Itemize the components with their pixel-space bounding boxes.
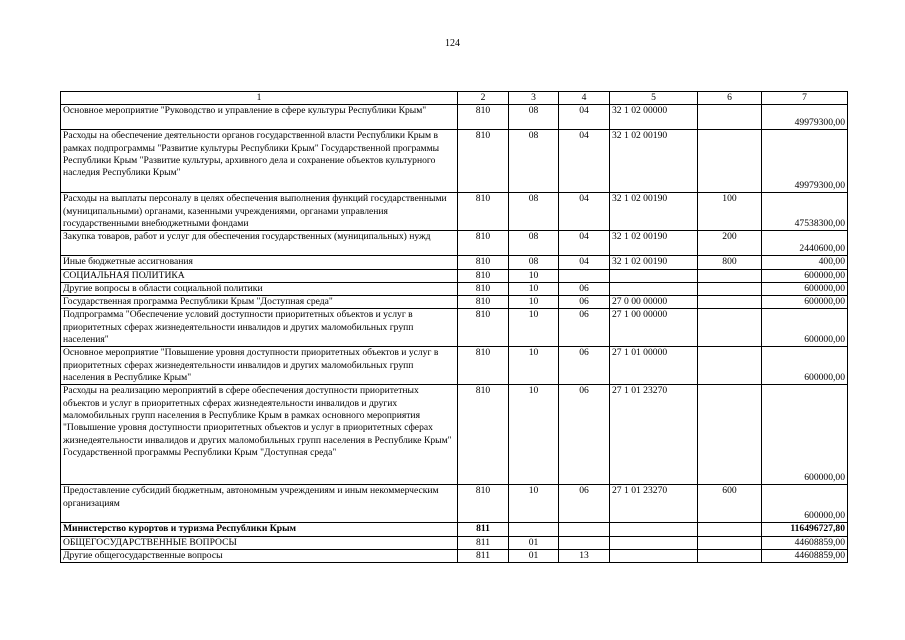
cell-subsection: 06 — [559, 347, 610, 385]
cell-name: Другие вопросы в области социальной политики — [61, 282, 458, 295]
table-row — [61, 256, 848, 269]
cell-section — [509, 523, 559, 536]
cell-name: Предоставление субсидий бюджетным, автономным учреждениям и иным некоммерческим организациям — [61, 485, 458, 523]
cell-expense-type — [698, 309, 762, 347]
cell-name: Расходы на выплаты персоналу в целях обеспечения выполнения функций государственными (муниципальными) органами, казенными учреждениями, органами управления государственными внебюджетными фондами — [61, 193, 458, 231]
cell-subsection: 04 — [559, 193, 610, 231]
cell-subsection — [559, 269, 610, 282]
cell-amount: 600000,00 — [762, 282, 848, 295]
cell-target-article — [610, 536, 698, 549]
header-cell-expense-type: 6 — [698, 92, 762, 105]
cell-grbs: 810 — [458, 282, 509, 295]
cell-target-article — [610, 523, 698, 536]
cell-subsection: 06 — [559, 385, 610, 485]
cell-grbs: 810 — [458, 309, 509, 347]
cell-target-article: 27 0 00 00000 — [610, 296, 698, 309]
cell-section: 08 — [509, 130, 559, 193]
cell-grbs: 810 — [458, 193, 509, 231]
cell-name: Основное мероприятие "Руководство и управление в сфере культуры Республики Крым" — [61, 105, 458, 130]
cell-section: 08 — [509, 256, 559, 269]
cell-grbs: 810 — [458, 485, 509, 523]
cell-expense-type — [698, 536, 762, 549]
cell-section: 01 — [509, 536, 559, 549]
cell-section: 10 — [509, 269, 559, 282]
table-row — [61, 269, 848, 282]
cell-grbs: 810 — [458, 269, 509, 282]
cell-target-article — [610, 269, 698, 282]
cell-target-article: 32 1 02 00190 — [610, 256, 698, 269]
cell-amount: 116496727,80 — [762, 523, 848, 536]
table-row — [61, 193, 848, 231]
cell-subsection: 04 — [559, 256, 610, 269]
cell-section: 08 — [509, 193, 559, 231]
cell-amount: 2440600,00 — [762, 231, 848, 256]
cell-name: Государственная программа Республики Крым "Доступная среда" — [61, 296, 458, 309]
cell-name: Расходы на реализацию мероприятий в сфере обеспечения доступности приоритетных объектов и услуг в приоритетных сферах жизнедеятельности инвалидов и других маломобильных групп населения в Республике Крым в рамках основного мероприятия "Повышение уровня доступности приоритетных объектов и услуг в приоритетных сферах жизнедеятельности инвалидов и других маломобильных групп населения в Республике Крым" Государственной программы Республики Крым "Доступная среда" — [61, 385, 458, 485]
cell-target-article: 27 1 01 23270 — [610, 485, 698, 523]
cell-expense-type — [698, 347, 762, 385]
cell-target-article: 27 1 00 00000 — [610, 309, 698, 347]
table-row — [61, 296, 848, 309]
cell-target-article: 32 1 02 00190 — [610, 193, 698, 231]
header-cell-target-article: 5 — [610, 92, 698, 105]
cell-section: 10 — [509, 385, 559, 485]
cell-grbs: 811 — [458, 536, 509, 549]
cell-target-article: 32 1 02 00000 — [610, 105, 698, 130]
cell-target-article — [610, 550, 698, 563]
cell-subsection: 06 — [559, 309, 610, 347]
cell-subsection: 04 — [559, 105, 610, 130]
cell-amount: 47538300,00 — [762, 193, 848, 231]
cell-grbs: 811 — [458, 550, 509, 563]
cell-subsection: 04 — [559, 231, 610, 256]
header-cell-amount: 7 — [762, 92, 848, 105]
cell-expense-type — [698, 385, 762, 485]
table-row — [61, 105, 848, 130]
cell-amount: 44608859,00 — [762, 550, 848, 563]
cell-expense-type: 600 — [698, 485, 762, 523]
budget-table — [60, 91, 848, 563]
page-number: 124 — [445, 38, 460, 49]
cell-section: 10 — [509, 347, 559, 385]
cell-section: 08 — [509, 231, 559, 256]
cell-amount: 600000,00 — [762, 385, 848, 485]
header-cell-subsection: 4 — [559, 92, 610, 105]
cell-expense-type — [698, 550, 762, 563]
cell-amount: 44608859,00 — [762, 536, 848, 549]
cell-grbs: 810 — [458, 130, 509, 193]
cell-expense-type — [698, 282, 762, 295]
cell-subsection: 04 — [559, 130, 610, 193]
cell-grbs: 810 — [458, 347, 509, 385]
cell-expense-type — [698, 296, 762, 309]
cell-expense-type — [698, 269, 762, 282]
cell-grbs: 810 — [458, 231, 509, 256]
cell-grbs: 811 — [458, 523, 509, 536]
cell-subsection: 06 — [559, 296, 610, 309]
cell-subsection — [559, 536, 610, 549]
cell-amount: 600000,00 — [762, 269, 848, 282]
cell-grbs: 810 — [458, 256, 509, 269]
cell-subsection — [559, 523, 610, 536]
cell-grbs: 810 — [458, 385, 509, 485]
cell-section: 10 — [509, 282, 559, 295]
cell-target-article — [610, 282, 698, 295]
cell-section: 10 — [509, 485, 559, 523]
table-row — [61, 282, 848, 295]
cell-target-article: 32 1 02 00190 — [610, 231, 698, 256]
cell-section: 10 — [509, 309, 559, 347]
cell-name: СОЦИАЛЬНАЯ ПОЛИТИКА — [61, 269, 458, 282]
cell-expense-type — [698, 130, 762, 193]
cell-grbs: 810 — [458, 105, 509, 130]
table-row — [61, 385, 848, 485]
table-row — [61, 309, 848, 347]
table-row — [61, 231, 848, 256]
header-cell-grbs: 2 — [458, 92, 509, 105]
cell-section: 01 — [509, 550, 559, 563]
cell-target-article: 32 1 02 00190 — [610, 130, 698, 193]
cell-expense-type — [698, 523, 762, 536]
cell-subsection: 06 — [559, 282, 610, 295]
cell-target-article: 27 1 01 00000 — [610, 347, 698, 385]
cell-expense-type: 100 — [698, 193, 762, 231]
cell-amount: 600000,00 — [762, 309, 848, 347]
cell-expense-type — [698, 105, 762, 130]
cell-amount: 600000,00 — [762, 485, 848, 523]
header-cell-section: 3 — [509, 92, 559, 105]
cell-amount: 49979300,00 — [762, 105, 848, 130]
cell-name: Основное мероприятие "Повышение уровня доступности приоритетных объектов и услуг в приоритетных сферах жизнедеятельности инвалидов и других маломобильных групп населения в Республике Крым" — [61, 347, 458, 385]
table-row — [61, 550, 848, 563]
cell-name: Другие общегосударственные вопросы — [61, 550, 458, 563]
cell-expense-type: 800 — [698, 256, 762, 269]
cell-name: Иные бюджетные ассигнования — [61, 256, 458, 269]
cell-amount: 49979300,00 — [762, 130, 848, 193]
cell-section: 10 — [509, 296, 559, 309]
cell-name: ОБЩЕГОСУДАРСТВЕННЫЕ ВОПРОСЫ — [61, 536, 458, 549]
cell-amount: 600000,00 — [762, 296, 848, 309]
header-cell-name: 1 — [61, 92, 458, 105]
cell-subsection: 13 — [559, 550, 610, 563]
cell-grbs: 810 — [458, 296, 509, 309]
cell-amount: 600000,00 — [762, 347, 848, 385]
table-row — [61, 536, 848, 549]
cell-expense-type: 200 — [698, 231, 762, 256]
cell-subsection: 06 — [559, 485, 610, 523]
cell-name: Расходы на обеспечение деятельности органов государственной власти Республики Крым в рамках подпрограммы "Развитие культуры Республики Крым" Государственной программы Республики Крым "Развитие культуры, архивного дела и сохранение объектов культурного наследия Республики Крым" — [61, 130, 458, 193]
table-row — [61, 347, 848, 385]
cell-amount: 400,00 — [762, 256, 848, 269]
table-row — [61, 523, 848, 536]
table-header-row — [61, 92, 848, 105]
cell-section: 08 — [509, 105, 559, 130]
table-row — [61, 130, 848, 193]
table-row — [61, 485, 848, 523]
cell-target-article: 27 1 01 23270 — [610, 385, 698, 485]
cell-name: Закупка товаров, работ и услуг для обеспечения государственных (муниципальных) нужд — [61, 231, 458, 256]
cell-name: Министерство курортов и туризма Республики Крым — [61, 523, 458, 536]
cell-name: Подпрограмма "Обеспечение условий доступности приоритетных объектов и услуг в приоритетных сферах жизнедеятельности инвалидов и других маломобильных групп населения" — [61, 309, 458, 347]
